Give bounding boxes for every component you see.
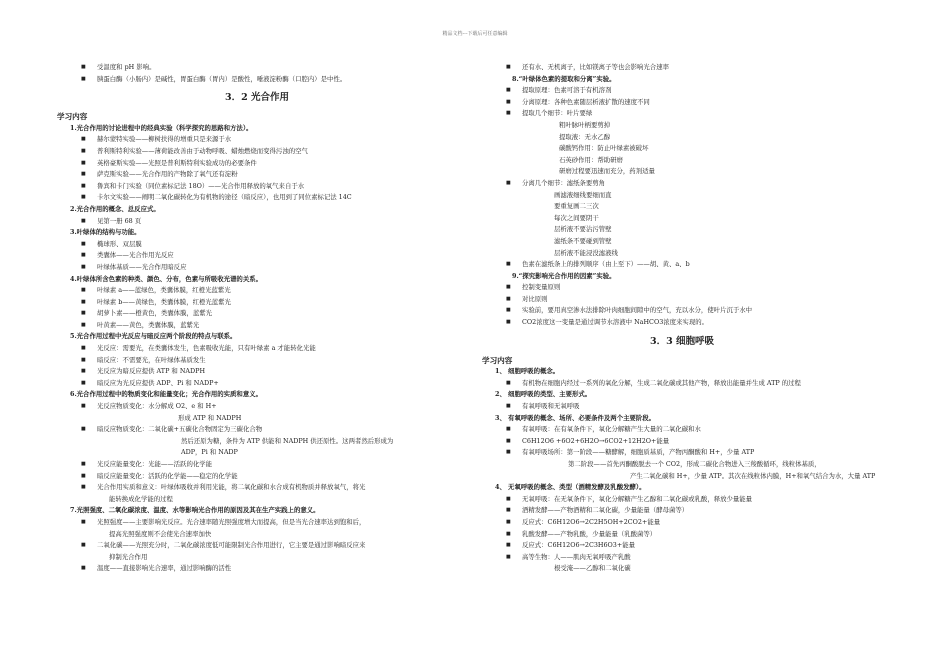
section-heading: 学习内容 xyxy=(57,112,88,122)
continuation-line: 形成 ATP 和 NADPH xyxy=(178,413,242,422)
list-item: ■ 无氧呼吸：在无氧条件下，氧化分解糖产生乙醇和二氧化碳或乳酸，释放少量能量 xyxy=(482,494,882,506)
section-title: 3．2 光合作用 xyxy=(224,92,290,104)
continuation-line: 能转换成化学能的过程 xyxy=(109,494,173,503)
heading: 5.光合作用过程中光反应与暗反应两个阶段的特点与联系。 xyxy=(70,332,237,341)
section-title: 3．3 细胞呼吸 xyxy=(649,335,715,347)
heading: 9.“探究影响光合作用的因素”实验。 xyxy=(512,271,616,280)
heading: 6.光合作用过程中的物质变化和能量变化；光合作用的实质和意义。 xyxy=(70,390,262,399)
list-item: ■ 酒精发酵——产物酒精和二氧化碳，少量能量（酵母菌等） xyxy=(482,505,882,517)
list-item: ■ 反应式：C6H12O6→2C2H5OH+2CO2+能量 xyxy=(482,517,882,529)
heading: 3、 有氧呼吸的概念、场所、必要条件及两个主要阶段。 xyxy=(495,413,656,422)
heading: 2、 细胞呼吸的类型、主要形式。 xyxy=(495,390,592,399)
list-item: ■ 普利斯特利实验——薄荷能改善由于动物呼吸、蜡烛燃烧而变得污浊的空气 xyxy=(57,146,457,158)
continuation-line: 根受淹——乙醇和二氧化碳 xyxy=(554,564,631,573)
continuation-line: 石英砂作用：帮助研磨 xyxy=(559,155,623,164)
continuation-line: 层析液不要沾污管壁 xyxy=(554,225,612,234)
list-item: ■ 赫尔蒙特实验——柳树扶得的增重只是来源于水 xyxy=(57,134,457,146)
list-item: ■ 见第一册 68 页 xyxy=(57,216,457,228)
list-item: ■ 胰蛋白酶（小肠内）是碱性，胃蛋白酶（胃内）是酸性，唾液淀粉酶（口腔内）是中性。 xyxy=(57,74,457,86)
list-item: ■ 叶绿素 a——蓝绿色，类囊体膜，红橙光蓝紫光 xyxy=(57,285,457,297)
heading: 4.叶绿体所含色素的种类、颜色、分布，色素与所吸收光谱的关系。 xyxy=(70,274,262,283)
list-item: ■ 光照强度——主要影响光反应。光合速率随光照强度增大而提高，但是当光合速率达到饱和后， xyxy=(57,517,457,529)
list-item: ■ 暗反应：不需要光，在叶绿体基质发生 xyxy=(57,355,457,367)
list-item: ■ 受温度和 pH 影响。 xyxy=(57,62,457,74)
continuation-line: 提取液：无水乙醇 xyxy=(559,132,611,141)
heading: 1.光合作用的讨论进程中的经典实验（科学探究的思路和方法）。 xyxy=(70,123,253,132)
list-item: ■ 类囊体——光合作用光反应 xyxy=(57,250,457,262)
list-item: ■ 光反应能量变化：光能——活跃的化学能 xyxy=(57,459,457,471)
continuation-line: 层析液不能浸没滤液线 xyxy=(554,248,618,257)
list-item: ■ 叶绿体基质——光合作用暗反应 xyxy=(57,262,457,274)
heading: 1、 细胞呼吸的概念。 xyxy=(495,367,560,376)
heading: 7.光照强度、二氧化碳浓度、温度、水等影响光合作用的原因及其在生产实践上的意义。 xyxy=(70,506,320,515)
list-item: ■ 叶绿素 b——黄绿色，类囊体膜，红橙光蓝紫光 xyxy=(57,297,457,309)
list-item: ■ 高等生物：人——肌肉无氧呼吸产乳酸 xyxy=(482,552,882,564)
heading: 4、 无氧呼吸的概念、类型（酒精发酵及乳酸发酵）。 xyxy=(495,483,646,492)
continuation-line: 滤纸条不要碰到管壁 xyxy=(554,236,612,245)
continuation-line: 然后还原为糖，条件为 ATP 供能和 NADPH 供还原性。这两者然后形成为 xyxy=(181,436,394,445)
continuation-line: 研磨过程要迅速而充分，药剂适量 xyxy=(559,167,655,176)
continuation-line: 抑制光合作用 xyxy=(109,552,148,561)
list-item: ■ 光合作用实质和意义：叶绿体吸收并利用光能，将二氧化碳和水合成有机物质并释放氧气，将光 xyxy=(57,482,457,494)
list-item: ■ 有氧呼吸和无氧呼吸 xyxy=(482,401,882,413)
list-item: ■ 分离原理：各种色素随层析液扩散的速度不同 xyxy=(482,97,882,109)
left-column xyxy=(57,62,457,575)
list-item: ■ 光反应：需要光，在类囊体发生，色素吸收光能，只有叶绿素 a 才能转化光能 xyxy=(57,343,457,355)
heading: 8.“叶绿体色素的提取和分离”实验。 xyxy=(512,74,616,83)
continuation-line: 产生二氧化碳和 H+，少量 ATP。其次在线粒体内膜，H+和氧气结合为水，大量 ATP xyxy=(630,471,876,480)
list-item: ■ 叶黄素——黄色，类囊体膜，蓝紫光 xyxy=(57,320,457,332)
list-item: ■ 有氧呼吸场所：第一阶段——糖酵解，细胞质基质，产物丙酮酸和 H+，少量 ATP xyxy=(482,447,882,459)
list-item: ■ 暗反应能量变化：活跃的化学能——稳定的化学能 xyxy=(57,471,457,483)
list-item: ■ 光反应为暗反应提供 ATP 和 NADPH xyxy=(57,366,457,378)
list-item: ■ 胡萝卜素——橙黄色，类囊体膜，蓝紫光 xyxy=(57,308,457,320)
list-item: ■ 鲁宾和卡门实验（同位素标记法 18O）——光合作用释放的氧气来自于水 xyxy=(57,181,457,193)
list-item: ■ 温度——直接影响光合速率，通过影响酶的活性 xyxy=(57,563,457,575)
list-item: ■ 分离几个细节：滤纸条要剪角 xyxy=(482,178,882,190)
list-item: ■ 乳酸发酵——产物乳酸，少量能量（乳酸菌等） xyxy=(482,529,882,541)
list-item: ■ 对比原则 xyxy=(482,294,882,306)
list-item: ■ 英格豪斯实验——光照是普利斯特利实验成功的必要条件 xyxy=(57,158,457,170)
list-item: ■ 萨克斯实验——光合作用的产物除了氧气还有淀粉 xyxy=(57,169,457,181)
continuation-line: 第二阶段——首先丙酮酸脱去一个 CO2，形成二碳化合物进入三羧酸循环，线粒体基质， xyxy=(568,460,821,468)
list-item: ■ 提取几个细节：叶片要绿 xyxy=(482,108,882,120)
watermark: 精品文档---下载后可任意编辑 xyxy=(442,31,508,37)
heading: 2.光合作用的概念、总反应式。 xyxy=(70,204,160,213)
continuation-line: 画滤液细线要细而直 xyxy=(554,190,612,199)
list-item: ■ 光反应物质变化：水分解成 O2、e 和 H+ xyxy=(57,401,457,413)
continuation-line: 提高光照强度则不会使光合速率加快 xyxy=(109,529,212,538)
list-item: ■ 反应式：C6H12O6→2C3H6O3+能量 xyxy=(482,540,882,552)
list-item: ■ 还有水、无机离子，比如镁离子等也会影响光合速率 xyxy=(482,62,882,74)
list-item: ■ CO2浓度这一变量是通过调节水溶液中 NaHCO3浓度来实现的。 xyxy=(482,317,882,329)
continuation-line: 粗叶脉叶柄要剪掉 xyxy=(559,120,611,129)
continuation-line: 要重复画二三次 xyxy=(554,202,599,211)
list-item: ■ 椭球形、双层膜 xyxy=(57,239,457,251)
continuation-line: ADP，Pi 和 NADP xyxy=(181,448,238,457)
list-item: ■ 卡尔文实验——阐明二氧化碳转化为有机物的途径（暗反应），也用到了同位素标记法 14C xyxy=(57,192,457,204)
list-item: ■ 有氧呼吸：在有氧条件下，氧化分解糖产生大量的二氧化碳和水 xyxy=(482,424,882,436)
list-item: ■ 暗反应为光反应提供 ADP、Pi 和 NADP+ xyxy=(57,378,457,390)
list-item: ■ 色素在滤纸条上的排列顺序（由上至下）——胡、黄、a、b xyxy=(482,259,882,271)
list-item: ■ 暗反应物质变化：二氧化碳+五碳化合物固定为三碳化合物 xyxy=(57,424,457,436)
right-column xyxy=(482,62,882,575)
heading: 3.叶绿体的结构与功能。 xyxy=(70,228,141,237)
list-item: ■ C6H12O6 +6O2+6H2O→6CO2+12H2O+能量 xyxy=(482,436,882,448)
list-item: ■ 提取原理：色素可溶于有机溶剂 xyxy=(482,85,882,97)
list-item: ■ 二氧化碳——光照充分时，二氧化碳浓度低可能限制光合作用进行，它主要是通过影响暗反应来 xyxy=(57,540,457,552)
section-heading: 学习内容 xyxy=(482,355,513,365)
list-item: ■ 有机物在细胞内经过一系列的氧化分解，生成二氧化碳或其他产物，释放出能量并生成 ATP 的过程 xyxy=(482,378,882,390)
continuation-line: 每次之间要阴干 xyxy=(554,213,599,222)
list-item: ■ 实验前，要用真空渗水法排除叶肉细胞间隙中的空气，充以水分，使叶片沉于水中 xyxy=(482,305,882,317)
continuation-line: 碳酸钙作用：防止叶绿素被破坏 xyxy=(559,144,649,153)
list-item: ■ 控制变量原则 xyxy=(482,282,882,294)
